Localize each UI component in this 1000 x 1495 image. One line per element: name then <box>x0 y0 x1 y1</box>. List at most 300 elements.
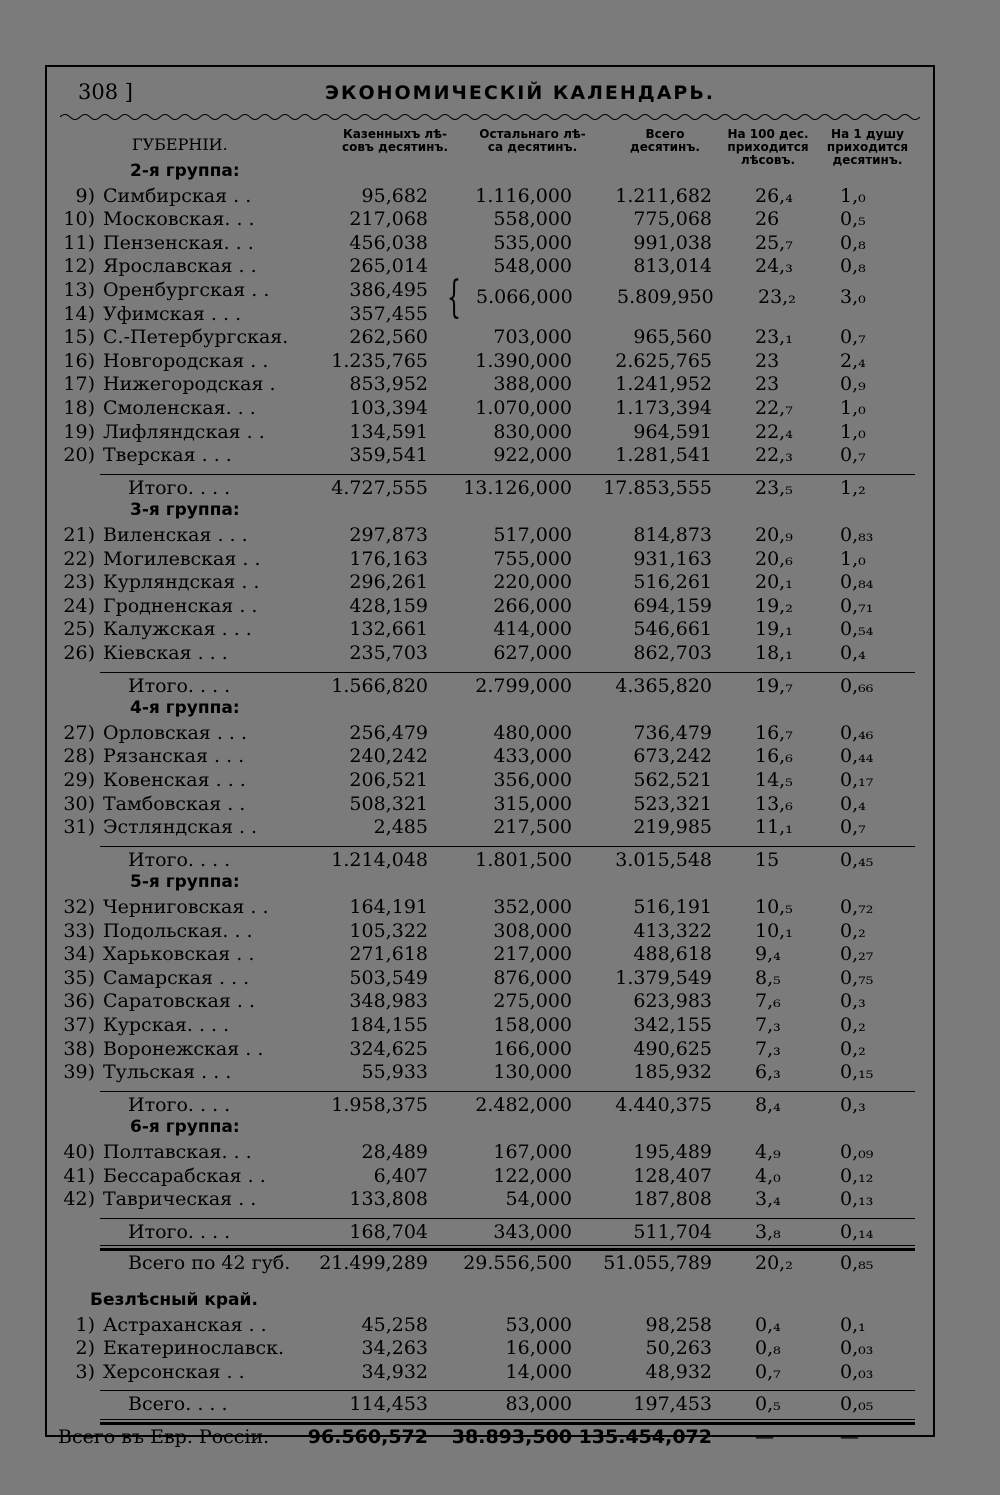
table-row <box>0 1037 1000 1061</box>
cell-c3: 673,242 <box>633 745 712 768</box>
cell-c3: 694,159 <box>633 594 712 617</box>
table-row <box>0 1013 1000 1037</box>
cell-c5: 0,₆₆ <box>840 674 874 697</box>
cell-c1: 114,453 <box>349 1393 428 1416</box>
row-number: 23) <box>63 571 95 594</box>
gubernia-name: Рязанская . . . <box>103 745 245 768</box>
gubernia-name: Гродненская . . <box>103 594 258 617</box>
cell-c1: 184,155 <box>349 1014 428 1036</box>
cell-c1: 132,661 <box>349 618 428 641</box>
cell-c3: 219,985 <box>633 816 712 839</box>
group-title: 5-я группа: <box>130 872 240 893</box>
table-row <box>0 966 1000 990</box>
cell-c5: 0,₁₅ <box>840 1061 874 1084</box>
table-row <box>0 1060 1000 1084</box>
cell-c1: 386,495 <box>349 279 428 301</box>
table-row <box>0 1220 1000 1244</box>
cell-c4: 4,₀ <box>755 1164 781 1187</box>
cell-c2: 1.070,000 <box>475 397 572 419</box>
gubernia-name: Черниговская . . <box>103 896 269 918</box>
gubernia-name: Бессарабская . . <box>103 1164 266 1187</box>
gubernia-name: Тверская . . . <box>103 444 232 467</box>
cell-c4: 6,₃ <box>755 1061 781 1084</box>
table-row <box>0 254 1000 278</box>
cell-c4: 7,₆ <box>755 990 781 1013</box>
cell-c1: 55,933 <box>361 1061 428 1084</box>
divider-line <box>100 672 915 673</box>
cell-c2: 352,000 <box>493 896 572 918</box>
cell-c4: 8,₄ <box>755 1093 781 1116</box>
merged-c4: 23,₂ <box>758 286 796 308</box>
cell-c4: 7,₃ <box>755 1037 781 1060</box>
cell-c2: 558,000 <box>493 208 572 231</box>
cell-c1: 95,682 <box>361 184 428 207</box>
cell-c4: 22,₃ <box>755 444 793 467</box>
cell-c2: 315,000 <box>493 792 572 815</box>
cell-c1: 21.499,289 <box>319 1252 428 1275</box>
cell-c4: 25,₇ <box>755 231 793 254</box>
table-row <box>0 207 1000 231</box>
gubernia-name: Смоленская. . . <box>103 397 256 419</box>
gubernia-name: Уфимская . . . <box>103 302 242 325</box>
cell-c5: 0,₇₁ <box>840 594 874 617</box>
cell-c4: 10,₅ <box>755 896 793 918</box>
gubernia-name: Кіевская . . . <box>103 642 228 664</box>
table-row <box>0 895 1000 919</box>
gubernia-name: Полтавская. . . <box>103 1141 252 1163</box>
cell-c2: 480,000 <box>493 721 572 744</box>
cell-c4: 15 <box>755 848 780 871</box>
col-header-gubernii: ГУБЕРНІИ. <box>132 135 228 154</box>
cell-c1: 348,983 <box>349 990 428 1013</box>
row-number: 30) <box>63 792 95 815</box>
divider-line <box>100 1245 915 1246</box>
row-number: 33) <box>63 919 95 942</box>
cell-c4: 20,₁ <box>755 571 793 594</box>
row-number: 35) <box>63 966 95 989</box>
cell-c1: 1.958,375 <box>331 1093 428 1116</box>
cell-c3: 3.015,548 <box>615 848 712 871</box>
cell-c3: 4.440,375 <box>615 1093 712 1116</box>
cell-c3: 98,258 <box>645 1313 712 1336</box>
cell-c3: 1.241,952 <box>615 373 712 396</box>
cell-c4: 20,₉ <box>755 524 793 546</box>
cell-c2: 922,000 <box>493 444 572 467</box>
cell-c3: 195,489 <box>633 1141 712 1163</box>
table-row <box>0 443 1000 467</box>
cell-c5: 0,₈ <box>840 231 866 254</box>
cell-c3: 1.379,549 <box>615 966 712 989</box>
gubernia-name: Екатеринославск. <box>103 1337 285 1360</box>
cell-c5: 0,₅ <box>840 208 866 231</box>
table-row <box>0 523 1000 547</box>
cell-c2: 217,500 <box>493 816 572 839</box>
cell-c2: 167,000 <box>493 1141 572 1163</box>
cell-c2: 517,000 <box>493 524 572 546</box>
cell-c3: 185,932 <box>633 1061 712 1084</box>
merged-c3: 5.809,950 <box>617 286 714 308</box>
cell-c3: 775,068 <box>633 208 712 231</box>
gubernia-name: Итого. . . . <box>128 1220 231 1243</box>
cell-c3: 516,261 <box>633 571 712 594</box>
row-number: 36) <box>63 990 95 1013</box>
cell-c5: 0,₁₂ <box>840 1164 874 1187</box>
cell-c3: 814,873 <box>633 524 712 546</box>
cell-c1: 428,159 <box>349 594 428 617</box>
cell-c1: 206,521 <box>349 769 428 791</box>
cell-c1: 357,455 <box>349 302 428 325</box>
divider-line <box>100 1091 915 1092</box>
divider-line <box>100 1390 915 1391</box>
cell-c5: 0,₈₄ <box>840 571 874 594</box>
cell-c2: 830,000 <box>493 420 572 443</box>
row-number: 2) <box>75 1337 95 1360</box>
cell-c1: 1.566,820 <box>331 674 428 697</box>
gubernia-name: Всего въ Евр. Россіи. <box>58 1426 270 1448</box>
row-number: 9) <box>75 184 95 207</box>
table-row <box>0 1251 1000 1275</box>
table-row <box>0 848 1000 872</box>
cell-c1: 508,321 <box>349 792 428 815</box>
cell-c2: 83,000 <box>505 1393 572 1416</box>
table-row <box>0 815 1000 839</box>
cell-c5: 0,₁₇ <box>840 769 874 791</box>
table-row <box>0 641 1000 665</box>
cell-c2: 1.390,000 <box>475 349 572 372</box>
cell-c5: — <box>840 1426 859 1448</box>
cell-c4: 23 <box>755 349 780 372</box>
cell-c4: 22,₄ <box>755 420 793 443</box>
cell-c5: 0,₄₄ <box>840 745 874 768</box>
row-number: 14) <box>63 302 95 325</box>
cell-c4: 9,₄ <box>755 943 781 966</box>
gubernia-name: Всего. . . . <box>128 1393 228 1416</box>
cell-c2: 53,000 <box>505 1313 572 1336</box>
cell-c2: 130,000 <box>493 1061 572 1084</box>
cell-c2: 166,000 <box>493 1037 572 1060</box>
row-number: 18) <box>63 397 95 419</box>
row-number: 39) <box>63 1061 95 1084</box>
row-number: 29) <box>63 769 95 791</box>
gubernia-name: Могилевская . . <box>103 547 261 570</box>
cell-c4: 0,₄ <box>755 1313 781 1336</box>
row-number: 1) <box>75 1313 95 1336</box>
cell-c1: 262,560 <box>349 326 428 349</box>
divider-line <box>100 1419 915 1420</box>
cell-c1: 256,479 <box>349 721 428 744</box>
cell-c5: 1,₀ <box>840 397 866 419</box>
row-number: 22) <box>63 547 95 570</box>
cell-c5: 0,₄ <box>840 642 866 664</box>
cell-c2: 29.556,500 <box>463 1252 572 1275</box>
cell-c4: 24,₃ <box>755 255 793 278</box>
gubernia-name: Курляндская . . <box>103 571 260 594</box>
cell-c4: 16,₆ <box>755 745 793 768</box>
cell-c2: 220,000 <box>493 571 572 594</box>
cell-c5: 0,₈ <box>840 255 866 278</box>
cell-c3: 17.853,555 <box>603 476 712 499</box>
cell-c5: 0,₇₂ <box>840 896 874 918</box>
table-row <box>0 792 1000 816</box>
gubernia-name: Тамбовская . . <box>103 792 246 815</box>
cell-c5: 0,₀₃ <box>840 1360 874 1383</box>
gubernia-name: Симбирская . . <box>103 184 252 207</box>
table-row <box>0 547 1000 571</box>
cell-c2: 275,000 <box>493 990 572 1013</box>
table-row <box>0 1164 1000 1188</box>
table-row <box>0 942 1000 966</box>
group-title: 6-я группа: <box>130 1117 240 1138</box>
cell-c1: 265,014 <box>349 255 428 278</box>
cell-c5: 0,₂₇ <box>840 943 874 966</box>
group-title: 2-я группа: <box>130 161 240 181</box>
row-number: 19) <box>63 420 95 443</box>
cell-c1: 853,952 <box>349 373 428 396</box>
group-title: Безлѣсный край. <box>90 1290 258 1310</box>
cell-c4: 13,₆ <box>755 792 793 815</box>
cell-c5: 1,₀ <box>840 420 866 443</box>
merged-c5: 3,₀ <box>840 286 866 308</box>
gubernia-name: Эстляндская . . <box>103 816 258 839</box>
table-row <box>0 231 1000 255</box>
row-number: 24) <box>63 594 95 617</box>
cell-c5: 2,₄ <box>840 349 866 372</box>
table-row <box>0 1360 1000 1384</box>
table-row <box>0 1313 1000 1337</box>
cell-c2: 1.801,500 <box>475 848 572 871</box>
cell-c3: 562,521 <box>633 769 712 791</box>
row-number: 13) <box>63 279 95 301</box>
cell-c2: 2.799,000 <box>475 674 572 697</box>
divider-line <box>100 474 915 475</box>
cell-c3: 965,560 <box>633 326 712 349</box>
cell-c2: 217,000 <box>493 943 572 966</box>
table-row <box>0 184 1000 208</box>
cell-c4: 18,₁ <box>755 642 793 664</box>
cell-c4: 14,₅ <box>755 769 793 791</box>
table-row <box>0 1140 1000 1164</box>
cell-c1: 2,485 <box>373 816 428 839</box>
row-number: 28) <box>63 745 95 768</box>
cell-c5: 0,₂ <box>840 1037 866 1060</box>
cell-c5: 1,₂ <box>840 476 866 499</box>
cell-c3: 197,453 <box>633 1393 712 1416</box>
cell-c5: 0,₀₉ <box>840 1141 874 1163</box>
table-row <box>0 420 1000 444</box>
cell-c3: 488,618 <box>633 943 712 966</box>
cell-c5: 0,₂ <box>840 1014 866 1036</box>
cell-c3: 623,983 <box>633 990 712 1013</box>
cell-c3: 342,155 <box>633 1014 712 1036</box>
row-number: 11) <box>63 231 95 254</box>
cell-c3: 1.173,394 <box>615 397 712 419</box>
cell-c3: 187,808 <box>633 1188 712 1211</box>
cell-c2: 356,000 <box>493 769 572 791</box>
gubernia-name: Ковенская . . . <box>103 769 246 791</box>
divider-line <box>100 1218 915 1219</box>
cell-c1: 105,322 <box>349 919 428 942</box>
cell-c5: 0,₈₃ <box>840 524 874 546</box>
cell-c4: 19,₂ <box>755 594 793 617</box>
cell-c1: 235,703 <box>349 642 428 664</box>
cell-c1: 217,068 <box>349 208 428 231</box>
cell-c5: 1,₀ <box>840 547 866 570</box>
table-row <box>0 744 1000 768</box>
gubernia-name: Итого. . . . <box>128 1093 231 1116</box>
cell-c1: 240,242 <box>349 745 428 768</box>
gubernia-name: Таврическая . . <box>103 1188 257 1211</box>
cell-c5: 0,₃ <box>840 1093 866 1116</box>
cell-c5: 0,₇ <box>840 326 866 349</box>
cell-c5: 0,₃ <box>840 990 866 1013</box>
cell-c2: 703,000 <box>493 326 572 349</box>
cell-c2: 158,000 <box>493 1014 572 1036</box>
col-header-ostalnogo: Остальнаго лѣ- са десятинъ. <box>479 127 586 154</box>
gubernia-name: Виленская . . . <box>103 524 248 546</box>
gubernia-name: Нижегородская . <box>103 373 276 396</box>
cell-c3: 964,591 <box>633 420 712 443</box>
row-number: 34) <box>63 943 95 966</box>
row-number: 21) <box>63 524 95 546</box>
cell-c2: 548,000 <box>493 255 572 278</box>
cell-c5: 0,₄ <box>840 792 866 815</box>
cell-c1: 176,163 <box>349 547 428 570</box>
cell-c2: 388,000 <box>493 373 572 396</box>
row-number: 42) <box>63 1188 95 1211</box>
cell-c1: 164,191 <box>349 896 428 918</box>
table-row <box>0 594 1000 618</box>
cell-c1: 96.560,572 <box>307 1426 428 1448</box>
gubernia-name: Ярославская . . <box>103 255 257 278</box>
table-row <box>0 721 1000 745</box>
cell-c2: 54,000 <box>505 1188 572 1211</box>
cell-c1: 28,489 <box>361 1141 428 1163</box>
cell-c4: 20,₂ <box>755 1252 793 1275</box>
page-number: 308 ] <box>78 80 133 104</box>
gubernia-name: Калужская . . . <box>103 618 252 641</box>
gubernia-name: Орловская . . . <box>103 721 248 744</box>
gubernia-name: Самарская . . . <box>103 966 250 989</box>
cell-c2: 343,000 <box>493 1220 572 1243</box>
cell-c5: 0,₇₅ <box>840 966 874 989</box>
row-number: 31) <box>63 816 95 839</box>
cell-c4: 3,₈ <box>755 1220 781 1243</box>
table-row <box>0 570 1000 594</box>
col-header-kazennykh: Казенныхъ лѣ- совъ десятинъ. <box>341 127 449 154</box>
table-row <box>0 989 1000 1013</box>
gubernia-name: С.-Петербургская. <box>103 326 289 349</box>
table-row <box>0 476 1000 500</box>
cell-c1: 271,618 <box>349 943 428 966</box>
cell-c5: 1,₀ <box>840 184 866 207</box>
table-row <box>0 674 1000 698</box>
cell-c4: 23,₅ <box>755 476 793 499</box>
cell-c3: 523,321 <box>633 792 712 815</box>
cell-c4: 0,₈ <box>755 1337 781 1360</box>
cell-c2: 308,000 <box>493 919 572 942</box>
cell-c5: 0,₄₅ <box>840 848 874 871</box>
cell-c5: 0,₁₃ <box>840 1188 874 1211</box>
gubernia-name: Новгородская . . <box>103 349 269 372</box>
cell-c1: 324,625 <box>349 1037 428 1060</box>
table-row <box>0 372 1000 396</box>
cell-c5: 0,₈₅ <box>840 1252 874 1275</box>
cell-c1: 1.235,765 <box>331 349 428 372</box>
wavy-rule <box>60 110 925 124</box>
cell-c3: 931,163 <box>633 547 712 570</box>
divider-line <box>100 846 915 847</box>
cell-c5: 0,₇ <box>840 444 866 467</box>
cell-c2: 13.126,000 <box>463 476 572 499</box>
col-header-na100: На 100 дес. приходится лѣсовъ. <box>727 127 809 167</box>
cell-c1: 297,873 <box>349 524 428 546</box>
cell-c2: 16,000 <box>505 1337 572 1360</box>
cell-c3: 1.211,682 <box>615 184 712 207</box>
row-number: 26) <box>63 642 95 664</box>
row-number: 41) <box>63 1164 95 1187</box>
cell-c3: 50,263 <box>645 1337 712 1360</box>
cell-c2: 433,000 <box>493 745 572 768</box>
cell-c4: 19,₇ <box>755 674 793 697</box>
row-number: 25) <box>63 618 95 641</box>
cell-c3: 862,703 <box>633 642 712 664</box>
cell-c2: 627,000 <box>493 642 572 664</box>
merged-c2: 5.066,000 <box>476 286 573 308</box>
table-row <box>0 768 1000 792</box>
group-title: 3-я группа: <box>130 500 240 521</box>
table-row <box>0 1392 1000 1416</box>
row-number: 17) <box>63 373 95 396</box>
cell-c1: 133,808 <box>349 1188 428 1211</box>
cell-c1: 4.727,555 <box>331 476 428 499</box>
gubernia-name: Итого. . . . <box>128 848 231 871</box>
cell-c5: 0,₉ <box>840 373 866 396</box>
row-number: 32) <box>63 896 95 918</box>
row-number: 38) <box>63 1037 95 1060</box>
cell-c5: 0,₀₃ <box>840 1337 874 1360</box>
cell-c1: 134,591 <box>349 420 428 443</box>
cell-c3: 135.454,072 <box>578 1426 712 1448</box>
row-number: 27) <box>63 721 95 744</box>
cell-c4: 3,₄ <box>755 1188 781 1211</box>
cell-c3: 991,038 <box>633 231 712 254</box>
table-row <box>0 396 1000 420</box>
cell-c4: 0,₇ <box>755 1360 781 1383</box>
gubernia-name: Подольская. . . <box>103 919 253 942</box>
row-number: 16) <box>63 349 95 372</box>
cell-c1: 296,261 <box>349 571 428 594</box>
cell-c3: 1.281,541 <box>615 444 712 467</box>
cell-c5: 0,₄₆ <box>840 721 874 744</box>
table-row <box>0 1425 1000 1449</box>
row-number: 20) <box>63 444 95 467</box>
cell-c4: 20,₆ <box>755 547 793 570</box>
cell-c1: 456,038 <box>349 231 428 254</box>
brace-mark: { <box>447 272 461 323</box>
cell-c1: 359,541 <box>349 444 428 467</box>
cell-c5: 0,₁₄ <box>840 1220 874 1243</box>
cell-c3: 128,407 <box>633 1164 712 1187</box>
cell-c3: 813,014 <box>633 255 712 278</box>
row-number: 12) <box>63 255 95 278</box>
cell-c1: 1.214,048 <box>331 848 428 871</box>
cell-c4: 26 <box>755 208 780 231</box>
cell-c2: 122,000 <box>493 1164 572 1187</box>
cell-c2: 38.893,500 <box>451 1426 572 1448</box>
gubernia-name: Херсонская . . <box>103 1360 245 1383</box>
cell-c2: 535,000 <box>493 231 572 254</box>
cell-c4: 26,₄ <box>755 184 793 207</box>
